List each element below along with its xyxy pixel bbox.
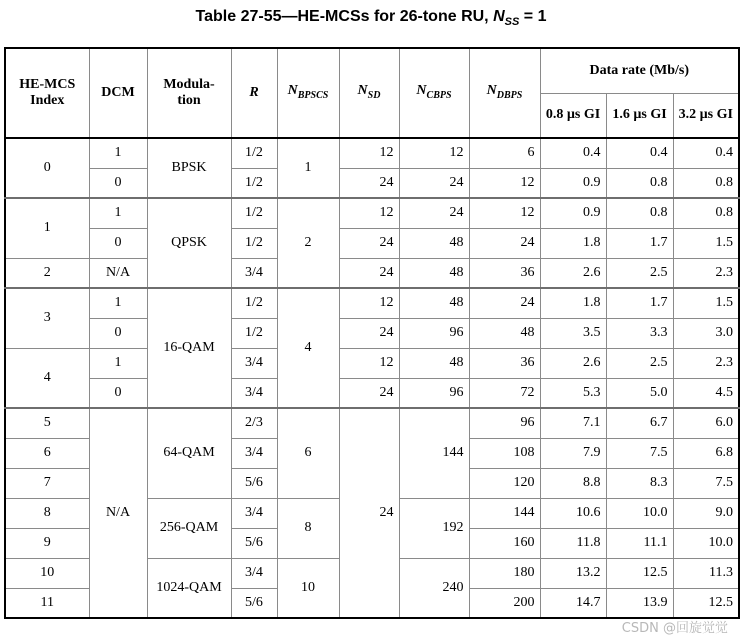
table-row bbox=[5, 168, 739, 198]
cell-r: 1/2 bbox=[231, 198, 277, 228]
cell-gi08: 10.6 bbox=[540, 498, 606, 528]
cell-gi16: 11.1 bbox=[606, 528, 673, 558]
cell-mcs: 5 bbox=[5, 408, 89, 438]
watermark: CSDN @回旋觉觉 bbox=[621, 621, 728, 636]
cell-r: 5/6 bbox=[231, 528, 277, 558]
cell-mcs: 10 bbox=[5, 558, 89, 588]
cell-r: 3/4 bbox=[231, 378, 277, 408]
cell-r: 3/4 bbox=[231, 348, 277, 378]
cell-nsd: 24 bbox=[339, 378, 399, 408]
cell-ncbps: 192 bbox=[399, 498, 469, 558]
cell-nbpscs: 4 bbox=[277, 288, 339, 408]
cell-gi16: 0.8 bbox=[606, 168, 673, 198]
cell-ndbps: 36 bbox=[469, 348, 540, 378]
cell-gi08: 0.9 bbox=[540, 198, 606, 228]
cell-ndbps: 48 bbox=[469, 318, 540, 348]
header-gi-16: 1.6 µs GI bbox=[606, 93, 673, 138]
table-row bbox=[5, 408, 739, 438]
cell-nsd: 24 bbox=[339, 258, 399, 288]
cell-r: 5/6 bbox=[231, 588, 277, 618]
cell-nsd: 24 bbox=[339, 168, 399, 198]
cell-r: 1/2 bbox=[231, 168, 277, 198]
table-title bbox=[0, 8, 742, 28]
cell-ndbps: 72 bbox=[469, 378, 540, 408]
cell-gi32: 6.0 bbox=[673, 408, 739, 438]
cell-dcm: 1 bbox=[89, 198, 147, 228]
cell-gi32: 1.5 bbox=[673, 288, 739, 318]
cell-ndbps: 24 bbox=[469, 228, 540, 258]
cell-dcm: 0 bbox=[89, 228, 147, 258]
cell-dcm: 1 bbox=[89, 288, 147, 318]
cell-gi32: 0.8 bbox=[673, 198, 739, 228]
cell-ncbps: 48 bbox=[399, 228, 469, 258]
cell-dcm: N/A bbox=[89, 408, 147, 618]
cell-gi32: 0.8 bbox=[673, 168, 739, 198]
cell-mcs: 2 bbox=[5, 258, 89, 288]
cell-ndbps: 96 bbox=[469, 408, 540, 438]
header-data-rate: Data rate (Mb/s) bbox=[540, 48, 739, 93]
cell-mcs: 6 bbox=[5, 438, 89, 468]
table-row bbox=[5, 378, 739, 408]
cell-gi08: 5.3 bbox=[540, 378, 606, 408]
header-nbpscs: $N_{BPSCS}$ bbox=[277, 48, 339, 138]
cell-gi32: 11.3 bbox=[673, 558, 739, 588]
cell-ndbps: 144 bbox=[469, 498, 540, 528]
cell-modulation: 256-QAM bbox=[147, 498, 231, 558]
header-dcm: DCM bbox=[89, 48, 147, 138]
header-r: R bbox=[231, 48, 277, 138]
cell-gi32: 9.0 bbox=[673, 498, 739, 528]
cell-nbpscs: 1 bbox=[277, 138, 339, 198]
table-row bbox=[5, 258, 739, 288]
cell-r: 1/2 bbox=[231, 288, 277, 318]
cell-ncbps: 240 bbox=[399, 558, 469, 618]
header-ndbps: $N_{DBPS}$ bbox=[469, 48, 540, 138]
cell-gi16: 13.9 bbox=[606, 588, 673, 618]
table-row bbox=[5, 228, 739, 258]
cell-gi08: 7.1 bbox=[540, 408, 606, 438]
header-mcs-index: HE-MCS Index bbox=[5, 48, 89, 138]
cell-nsd: 12 bbox=[339, 138, 399, 168]
cell-gi16: 10.0 bbox=[606, 498, 673, 528]
table-row bbox=[5, 138, 739, 168]
cell-r: 3/4 bbox=[231, 558, 277, 588]
cell-r: 1/2 bbox=[231, 228, 277, 258]
header-ncbps: $N_{CBPS}$ bbox=[399, 48, 469, 138]
cell-dcm: 1 bbox=[89, 138, 147, 168]
header-nsd: $N_{SD}$ bbox=[339, 48, 399, 138]
cell-gi32: 10.0 bbox=[673, 528, 739, 558]
cell-modulation: 16-QAM bbox=[147, 288, 231, 408]
cell-mcs: 11 bbox=[5, 588, 89, 618]
cell-nbpscs: 10 bbox=[277, 558, 339, 618]
cell-gi16: 5.0 bbox=[606, 378, 673, 408]
cell-dcm: 0 bbox=[89, 168, 147, 198]
cell-gi08: 14.7 bbox=[540, 588, 606, 618]
title-var-sub: SS bbox=[504, 16, 520, 29]
cell-ndbps: 12 bbox=[469, 168, 540, 198]
cell-gi16: 1.7 bbox=[606, 228, 673, 258]
cell-modulation: BPSK bbox=[147, 138, 231, 198]
cell-mcs: 0 bbox=[5, 138, 89, 198]
cell-nsd: 24 bbox=[339, 228, 399, 258]
cell-ncbps: 24 bbox=[399, 198, 469, 228]
cell-gi08: 1.8 bbox=[540, 288, 606, 318]
cell-r: 3/4 bbox=[231, 438, 277, 468]
cell-gi16: 12.5 bbox=[606, 558, 673, 588]
cell-gi32: 12.5 bbox=[673, 588, 739, 618]
cell-ncbps: 96 bbox=[399, 378, 469, 408]
cell-ndbps: 12 bbox=[469, 198, 540, 228]
cell-mcs: 3 bbox=[5, 288, 89, 348]
cell-gi08: 7.9 bbox=[540, 438, 606, 468]
table-row bbox=[5, 318, 739, 348]
cell-ncbps: 48 bbox=[399, 348, 469, 378]
cell-r: 3/4 bbox=[231, 258, 277, 288]
cell-gi16: 3.3 bbox=[606, 318, 673, 348]
header-gi-32: 3.2 µs GI bbox=[673, 93, 739, 138]
cell-gi16: 2.5 bbox=[606, 348, 673, 378]
cell-nbpscs: 6 bbox=[277, 408, 339, 498]
cell-gi08: 3.5 bbox=[540, 318, 606, 348]
cell-ndbps: 180 bbox=[469, 558, 540, 588]
cell-gi08: 2.6 bbox=[540, 348, 606, 378]
cell-dcm: 0 bbox=[89, 378, 147, 408]
cell-nsd: 24 bbox=[339, 318, 399, 348]
cell-dcm: N/A bbox=[89, 258, 147, 288]
table-row bbox=[5, 198, 739, 228]
cell-gi16: 8.3 bbox=[606, 468, 673, 498]
cell-gi32: 2.3 bbox=[673, 258, 739, 288]
cell-ncbps: 48 bbox=[399, 288, 469, 318]
title-text: Table 27-55—HE-MCSs for 26-tone RU, bbox=[195, 8, 494, 25]
cell-ndbps: 24 bbox=[469, 288, 540, 318]
cell-ndbps: 6 bbox=[469, 138, 540, 168]
cell-ndbps: 120 bbox=[469, 468, 540, 498]
cell-r: 1/2 bbox=[231, 318, 277, 348]
cell-gi08: 2.6 bbox=[540, 258, 606, 288]
cell-ncbps: 144 bbox=[399, 408, 469, 498]
cell-mcs: 1 bbox=[5, 198, 89, 258]
cell-gi16: 6.7 bbox=[606, 408, 673, 438]
cell-gi32: 4.5 bbox=[673, 378, 739, 408]
cell-gi32: 0.4 bbox=[673, 138, 739, 168]
cell-mcs: 9 bbox=[5, 528, 89, 558]
cell-r: 5/6 bbox=[231, 468, 277, 498]
cell-ndbps: 200 bbox=[469, 588, 540, 618]
table-row bbox=[5, 288, 739, 318]
cell-gi08: 11.8 bbox=[540, 528, 606, 558]
cell-nbpscs: 8 bbox=[277, 498, 339, 558]
title-suffix: = 1 bbox=[519, 8, 547, 25]
cell-gi16: 2.5 bbox=[606, 258, 673, 288]
cell-nsd: 12 bbox=[339, 198, 399, 228]
table-row bbox=[5, 348, 739, 378]
cell-mcs: 7 bbox=[5, 468, 89, 498]
cell-mcs: 4 bbox=[5, 348, 89, 408]
cell-gi08: 13.2 bbox=[540, 558, 606, 588]
cell-mcs: 8 bbox=[5, 498, 89, 528]
cell-gi16: 1.7 bbox=[606, 288, 673, 318]
cell-gi32: 2.3 bbox=[673, 348, 739, 378]
cell-gi32: 1.5 bbox=[673, 228, 739, 258]
cell-ncbps: 96 bbox=[399, 318, 469, 348]
cell-ndbps: 108 bbox=[469, 438, 540, 468]
cell-nsd: 12 bbox=[339, 288, 399, 318]
cell-r: 2/3 bbox=[231, 408, 277, 438]
cell-dcm: 0 bbox=[89, 318, 147, 348]
cell-ndbps: 160 bbox=[469, 528, 540, 558]
cell-r: 3/4 bbox=[231, 498, 277, 528]
cell-modulation: 1024-QAM bbox=[147, 558, 231, 618]
cell-gi32: 7.5 bbox=[673, 468, 739, 498]
cell-nsd: 12 bbox=[339, 348, 399, 378]
header-modulation: Modula-tion bbox=[147, 48, 231, 138]
cell-ncbps: 12 bbox=[399, 138, 469, 168]
cell-nbpscs: 2 bbox=[277, 198, 339, 288]
cell-ncbps: 24 bbox=[399, 168, 469, 198]
cell-nsd: 24 bbox=[339, 408, 399, 618]
header-gi-08: 0.8 µs GI bbox=[540, 93, 606, 138]
cell-gi08: 0.9 bbox=[540, 168, 606, 198]
cell-gi16: 0.8 bbox=[606, 198, 673, 228]
cell-gi08: 0.4 bbox=[540, 138, 606, 168]
he-mcs-table bbox=[4, 47, 740, 619]
cell-modulation: 64-QAM bbox=[147, 408, 231, 498]
cell-modulation: QPSK bbox=[147, 198, 231, 288]
cell-ndbps: 36 bbox=[469, 258, 540, 288]
cell-gi16: 7.5 bbox=[606, 438, 673, 468]
cell-gi08: 8.8 bbox=[540, 468, 606, 498]
title-var: N bbox=[493, 8, 505, 25]
cell-gi08: 1.8 bbox=[540, 228, 606, 258]
cell-gi32: 6.8 bbox=[673, 438, 739, 468]
cell-dcm: 1 bbox=[89, 348, 147, 378]
cell-ncbps: 48 bbox=[399, 258, 469, 288]
cell-r: 1/2 bbox=[231, 138, 277, 168]
cell-gi16: 0.4 bbox=[606, 138, 673, 168]
cell-gi32: 3.0 bbox=[673, 318, 739, 348]
